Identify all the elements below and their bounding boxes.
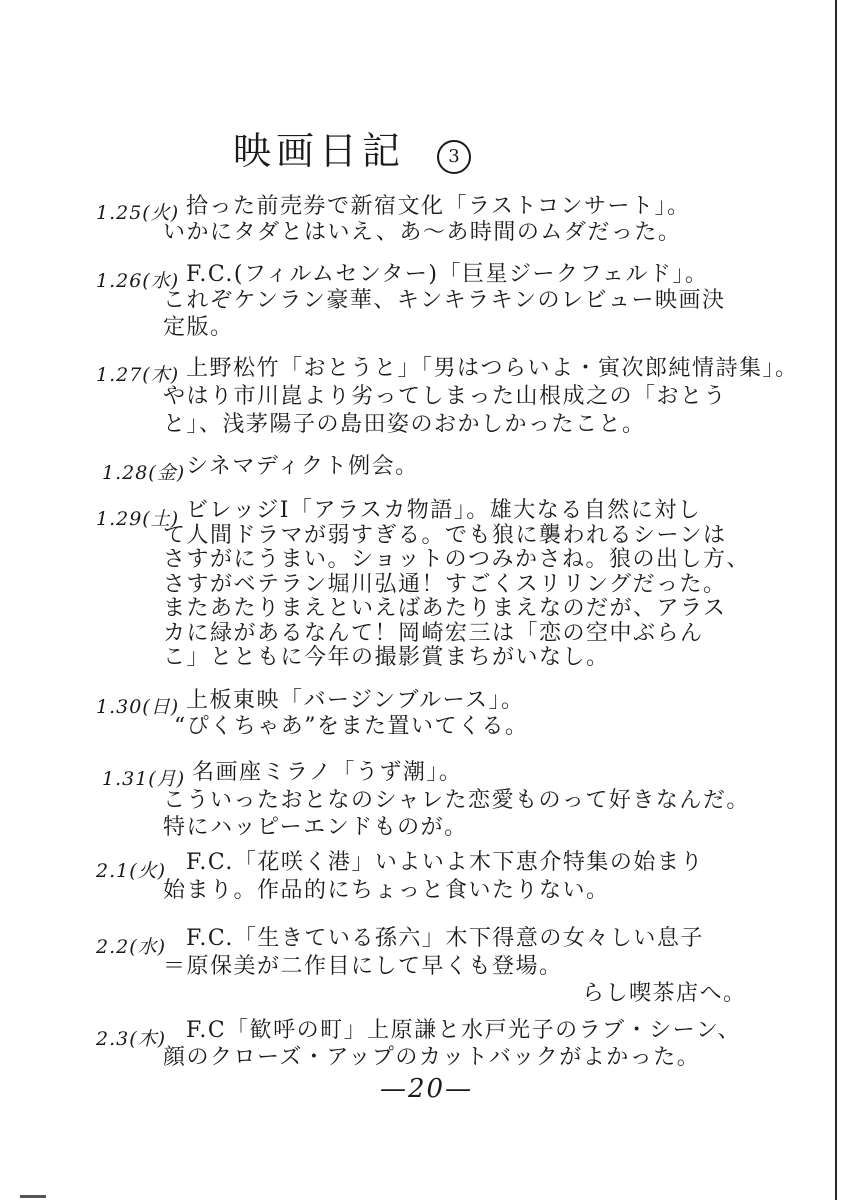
entry-date: 1.31(月) [102,768,186,790]
entry-line: 顔のクローズ・アップのカットバックがよかった。 [163,1045,701,1070]
entry-line: カに緑があるなんて！岡崎宏三は「恋の空中ぶらん [163,621,704,646]
entry-line: て人間ドラマが弱すぎる。でも狼に襲われるシーンは [163,523,727,548]
entry-line: こういったおとなのシャレた恋愛ものって好きなんだ。 [163,788,750,813]
entry-line: F.C.(フィルムセンター)「巨星ジークフェルド」。 [186,262,709,287]
entry-date: 1.25(火) [96,202,180,224]
entry-line: いかにタダとはいえ、あ〜あ時間のムダだった。 [163,220,682,245]
corner-mark [20,1195,46,1198]
entry-line: ビレッジⅠ「アラスカ物語」。雄大なる自然に対し [186,498,702,523]
entry-line: 名画座ミラノ「うず潮」。 [192,760,463,785]
entry-line: 上野松竹「おとうと」「男はつらいよ・寅次郎純情詩集」。 [186,356,799,381]
entry-line: ＝原保美が二作目にして早くも登場。 [163,954,563,979]
page-edge-line [835,0,837,1200]
entry-date: 1.28(金) [102,462,186,484]
entry-line: さすがにうまい。ショットのつみかさね。狼の出し方、 [163,547,751,572]
entry-date: 1.30(日) [96,696,180,718]
entry-line: 上板東映「バージンブルース」。 [186,688,525,713]
entry-line: 始まり。作品的にちょっと食いたりない。 [163,878,610,903]
entry-line: “ぴくちゃあ”をまた置いてくる。 [174,714,529,739]
page-title: 映画日記 [233,129,406,173]
entry-line: これぞケンラン豪華、キンキラキンのレビュー映画決 [163,288,726,313]
entry-date: 2.3(木) [96,1028,167,1050]
entry-line: F.C「歓呼の町」上原謙と水戸光子のラブ・シーン、 [186,1018,741,1043]
entry-date: 2.2(水) [96,936,167,958]
page-number: —20— [380,1074,474,1104]
entry-line: F.C.「花咲く港」いよいよ木下恵介特集の始まり [186,850,704,875]
entry-line-right: らし喫茶店へ。 [582,981,747,1006]
entry-date: 1.27(木) [96,364,180,386]
entry-line: やはり市川崑より劣ってしまった山根成之の「おとう [163,384,728,409]
entry-line: と」、浅茅陽子の島田姿のおかしかったこと。 [163,412,646,437]
title-number-circle: 3 [437,140,471,174]
entry-line: さすがベテラン堀川弘通！すごくスリリングだった。 [163,572,727,597]
entry-line: 拾った前売券で新宿文化「ラストコンサート」。 [186,194,691,219]
entry-line: こ」とともに今年の撮影賞まちがいなし。 [163,645,610,670]
entry-line: 特にハッピーエンドものが。 [163,815,468,840]
entry-date: 1.29(土) [96,508,180,530]
entry-line: シネマディクト例会。 [186,454,419,479]
entry-line: またあたりまえといえばあたりまえなのだが、アラス [163,596,727,621]
entry-date: 2.1(火) [96,860,167,882]
entry-date: 1.26(水) [96,270,180,292]
entry-line: F.C.「生きている孫六」木下得意の女々しい息子 [186,926,704,951]
entry-line: 定版。 [163,315,234,340]
